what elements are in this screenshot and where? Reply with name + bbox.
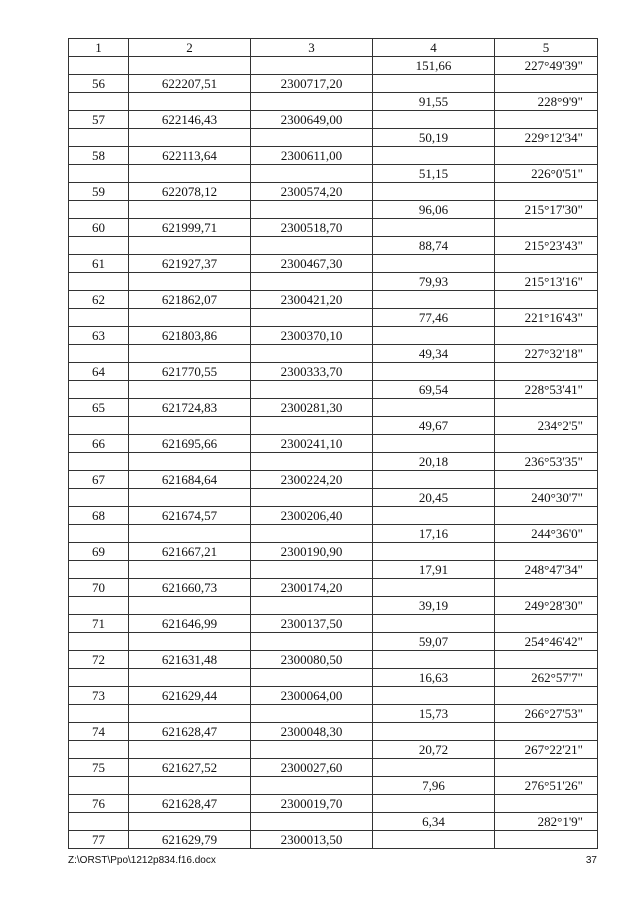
empty-cell (69, 273, 129, 291)
page-number: 37 (585, 855, 597, 866)
empty-cell (129, 93, 251, 111)
point-row (69, 327, 598, 345)
point-row (69, 75, 598, 93)
empty-cell (495, 219, 598, 237)
empty-cell (69, 813, 129, 831)
empty-cell (495, 363, 598, 381)
coordinate-x: 622078,12 (129, 183, 251, 201)
segment-length: 79,93 (373, 273, 495, 291)
segment-length: 59,07 (373, 633, 495, 651)
empty-cell (251, 93, 373, 111)
segment-row (69, 57, 598, 75)
coordinate-x: 621927,37 (129, 255, 251, 273)
empty-cell (129, 813, 251, 831)
segment-angle: 276°51'26" (495, 777, 598, 795)
coordinate-y: 2300467,30 (251, 255, 373, 273)
coordinate-y: 2300080,50 (251, 651, 373, 669)
empty-cell (129, 777, 251, 795)
empty-cell (495, 651, 598, 669)
empty-cell (129, 345, 251, 363)
segment-row (69, 525, 598, 543)
empty-cell (251, 57, 373, 75)
empty-cell (495, 831, 598, 849)
empty-cell (495, 399, 598, 417)
segment-length: 88,74 (373, 237, 495, 255)
empty-cell (495, 75, 598, 93)
point-number: 77 (69, 831, 129, 849)
segment-length: 49,34 (373, 345, 495, 363)
coordinate-x: 622113,64 (129, 147, 251, 165)
segment-length: 16,63 (373, 669, 495, 687)
empty-cell (373, 219, 495, 237)
empty-cell (251, 777, 373, 795)
point-row (69, 759, 598, 777)
point-row (69, 579, 598, 597)
segment-row (69, 201, 598, 219)
segment-angle: 229°12'34" (495, 129, 598, 147)
coordinate-y: 2300518,70 (251, 219, 373, 237)
point-row (69, 111, 598, 129)
point-row (69, 255, 598, 273)
coordinate-x: 621627,52 (129, 759, 251, 777)
empty-cell (495, 795, 598, 813)
empty-cell (129, 669, 251, 687)
segment-angle: 236°53'35" (495, 453, 598, 471)
empty-cell (373, 327, 495, 345)
empty-cell (251, 597, 373, 615)
empty-cell (251, 489, 373, 507)
empty-cell (373, 651, 495, 669)
empty-cell (69, 93, 129, 111)
empty-cell (495, 147, 598, 165)
coordinate-x: 621631,48 (129, 651, 251, 669)
point-row (69, 543, 598, 561)
segment-angle: 228°53'41" (495, 381, 598, 399)
empty-cell (69, 309, 129, 327)
empty-cell (129, 525, 251, 543)
empty-cell (129, 165, 251, 183)
empty-cell (251, 237, 373, 255)
coordinate-y: 2300649,00 (251, 111, 373, 129)
coordinate-y: 2300019,70 (251, 795, 373, 813)
empty-cell (129, 129, 251, 147)
empty-cell (495, 543, 598, 561)
empty-cell (69, 57, 129, 75)
empty-cell (373, 759, 495, 777)
empty-cell (495, 291, 598, 309)
empty-cell (251, 561, 373, 579)
segment-length: 91,55 (373, 93, 495, 111)
column-header-2: 2 (129, 39, 251, 57)
empty-cell (129, 381, 251, 399)
point-row (69, 651, 598, 669)
empty-cell (69, 453, 129, 471)
segment-angle: 254°46'42" (495, 633, 598, 651)
segment-length: 20,45 (373, 489, 495, 507)
segment-angle: 215°13'16" (495, 273, 598, 291)
coordinate-y: 2300241,10 (251, 435, 373, 453)
coordinate-y: 2300333,70 (251, 363, 373, 381)
empty-cell (495, 723, 598, 741)
coordinate-x: 621862,07 (129, 291, 251, 309)
empty-cell (129, 453, 251, 471)
point-number: 73 (69, 687, 129, 705)
point-number: 64 (69, 363, 129, 381)
point-number: 60 (69, 219, 129, 237)
coordinate-y: 2300137,50 (251, 615, 373, 633)
empty-cell (373, 75, 495, 93)
empty-cell (373, 111, 495, 129)
segment-length: 51,15 (373, 165, 495, 183)
point-number: 63 (69, 327, 129, 345)
coordinate-x: 621695,66 (129, 435, 251, 453)
empty-cell (251, 345, 373, 363)
empty-cell (69, 633, 129, 651)
coordinate-x: 621684,64 (129, 471, 251, 489)
empty-cell (251, 273, 373, 291)
empty-cell (251, 525, 373, 543)
segment-angle: 228°9'9" (495, 93, 598, 111)
coordinate-x: 621646,99 (129, 615, 251, 633)
empty-cell (251, 705, 373, 723)
header-row (69, 39, 598, 57)
empty-cell (251, 453, 373, 471)
empty-cell (373, 543, 495, 561)
segment-angle: 240°30'7" (495, 489, 598, 507)
empty-cell (373, 471, 495, 489)
empty-cell (69, 669, 129, 687)
coordinate-x: 621629,44 (129, 687, 251, 705)
empty-cell (373, 363, 495, 381)
point-row (69, 435, 598, 453)
empty-cell (69, 489, 129, 507)
point-number: 66 (69, 435, 129, 453)
point-number: 57 (69, 111, 129, 129)
point-number: 62 (69, 291, 129, 309)
point-number: 75 (69, 759, 129, 777)
segment-angle: 227°49'39" (495, 57, 598, 75)
empty-cell (251, 381, 373, 399)
empty-cell (495, 507, 598, 525)
empty-cell (251, 741, 373, 759)
segment-angle: 215°23'43" (495, 237, 598, 255)
point-row (69, 399, 598, 417)
segment-length: 77,46 (373, 309, 495, 327)
segment-length: 20,18 (373, 453, 495, 471)
empty-cell (373, 615, 495, 633)
coordinate-y: 2300048,30 (251, 723, 373, 741)
empty-cell (69, 417, 129, 435)
point-number: 67 (69, 471, 129, 489)
empty-cell (69, 165, 129, 183)
coordinate-x: 621803,86 (129, 327, 251, 345)
segment-row (69, 417, 598, 435)
empty-cell (69, 237, 129, 255)
segment-length: 15,73 (373, 705, 495, 723)
point-number: 58 (69, 147, 129, 165)
point-number: 56 (69, 75, 129, 93)
empty-cell (495, 183, 598, 201)
point-number: 74 (69, 723, 129, 741)
coordinate-x: 621660,73 (129, 579, 251, 597)
coordinate-x: 621770,55 (129, 363, 251, 381)
segment-row (69, 237, 598, 255)
empty-cell (69, 597, 129, 615)
column-header-1: 1 (69, 39, 129, 57)
segment-row (69, 309, 598, 327)
segment-row (69, 741, 598, 759)
empty-cell (373, 255, 495, 273)
point-number: 61 (69, 255, 129, 273)
segment-length: 6,34 (373, 813, 495, 831)
segment-row (69, 813, 598, 831)
coordinate-x: 621724,83 (129, 399, 251, 417)
coordinate-y: 2300206,40 (251, 507, 373, 525)
coordinate-y: 2300717,20 (251, 75, 373, 93)
segment-row (69, 705, 598, 723)
segment-row (69, 777, 598, 795)
empty-cell (251, 633, 373, 651)
segment-angle: 215°17'30" (495, 201, 598, 219)
segment-row (69, 633, 598, 651)
point-number: 59 (69, 183, 129, 201)
segment-row (69, 561, 598, 579)
segment-row (69, 669, 598, 687)
empty-cell (495, 687, 598, 705)
point-row (69, 723, 598, 741)
segment-angle: 267°22'21" (495, 741, 598, 759)
coordinate-y: 2300190,90 (251, 543, 373, 561)
segment-row (69, 453, 598, 471)
point-number: 69 (69, 543, 129, 561)
empty-cell (495, 759, 598, 777)
empty-cell (129, 561, 251, 579)
segment-length: 69,54 (373, 381, 495, 399)
coordinate-y: 2300224,20 (251, 471, 373, 489)
coordinate-y: 2300281,30 (251, 399, 373, 417)
empty-cell (373, 723, 495, 741)
empty-cell (69, 201, 129, 219)
empty-cell (373, 399, 495, 417)
point-row (69, 795, 598, 813)
segment-length: 7,96 (373, 777, 495, 795)
point-number: 70 (69, 579, 129, 597)
coordinate-y: 2300064,00 (251, 687, 373, 705)
segment-length: 49,67 (373, 417, 495, 435)
segment-length: 96,06 (373, 201, 495, 219)
segment-length: 39,19 (373, 597, 495, 615)
coordinate-x: 621629,79 (129, 831, 251, 849)
coordinate-x: 621628,47 (129, 795, 251, 813)
segment-angle: 227°32'18" (495, 345, 598, 363)
empty-cell (69, 129, 129, 147)
segment-angle: 244°36'0" (495, 525, 598, 543)
empty-cell (373, 507, 495, 525)
coordinate-x: 621674,57 (129, 507, 251, 525)
coordinate-y: 2300611,00 (251, 147, 373, 165)
segment-row (69, 381, 598, 399)
empty-cell (251, 813, 373, 831)
segment-angle: 249°28'30" (495, 597, 598, 615)
point-number: 72 (69, 651, 129, 669)
empty-cell (69, 777, 129, 795)
footer-file-path: Z:\ORST\Ppo\1212p834.f16.docx (68, 855, 216, 866)
empty-cell (129, 597, 251, 615)
segment-length: 50,19 (373, 129, 495, 147)
column-header-5: 5 (495, 39, 598, 57)
empty-cell (373, 687, 495, 705)
empty-cell (69, 525, 129, 543)
segment-angle: 266°27'53" (495, 705, 598, 723)
segment-length: 151,66 (373, 57, 495, 75)
point-number: 65 (69, 399, 129, 417)
point-number: 76 (69, 795, 129, 813)
point-row (69, 291, 598, 309)
empty-cell (373, 579, 495, 597)
empty-cell (495, 615, 598, 633)
empty-cell (129, 489, 251, 507)
empty-cell (129, 417, 251, 435)
column-header-3: 3 (251, 39, 373, 57)
empty-cell (495, 111, 598, 129)
empty-cell (495, 435, 598, 453)
coordinates-table (68, 38, 598, 849)
empty-cell (495, 255, 598, 273)
coordinate-x: 621667,21 (129, 543, 251, 561)
empty-cell (129, 273, 251, 291)
segment-angle: 226°0'51" (495, 165, 598, 183)
coordinate-y: 2300421,20 (251, 291, 373, 309)
coordinate-x: 621999,71 (129, 219, 251, 237)
point-row (69, 183, 598, 201)
empty-cell (373, 183, 495, 201)
column-header-4: 4 (373, 39, 495, 57)
empty-cell (69, 741, 129, 759)
empty-cell (69, 561, 129, 579)
empty-cell (373, 435, 495, 453)
empty-cell (69, 345, 129, 363)
segment-angle: 262°57'7" (495, 669, 598, 687)
empty-cell (495, 579, 598, 597)
coordinate-x: 622146,43 (129, 111, 251, 129)
empty-cell (251, 129, 373, 147)
empty-cell (251, 669, 373, 687)
coordinate-y: 2300370,10 (251, 327, 373, 345)
point-row (69, 687, 598, 705)
point-number: 68 (69, 507, 129, 525)
empty-cell (373, 147, 495, 165)
empty-cell (495, 327, 598, 345)
coordinate-y: 2300574,20 (251, 183, 373, 201)
empty-cell (129, 57, 251, 75)
point-row (69, 507, 598, 525)
coordinate-y: 2300013,50 (251, 831, 373, 849)
empty-cell (69, 705, 129, 723)
segment-length: 20,72 (373, 741, 495, 759)
point-row (69, 147, 598, 165)
point-row (69, 363, 598, 381)
empty-cell (251, 201, 373, 219)
empty-cell (69, 381, 129, 399)
segment-row (69, 93, 598, 111)
point-row (69, 615, 598, 633)
empty-cell (495, 471, 598, 489)
point-number: 71 (69, 615, 129, 633)
coordinate-y: 2300174,20 (251, 579, 373, 597)
empty-cell (251, 309, 373, 327)
segment-row (69, 129, 598, 147)
point-row (69, 219, 598, 237)
empty-cell (251, 417, 373, 435)
empty-cell (373, 291, 495, 309)
segment-length: 17,16 (373, 525, 495, 543)
segment-row (69, 273, 598, 291)
empty-cell (129, 309, 251, 327)
segment-angle: 282°1'9" (495, 813, 598, 831)
empty-cell (129, 237, 251, 255)
segment-row (69, 345, 598, 363)
point-row (69, 471, 598, 489)
segment-angle: 221°16'43" (495, 309, 598, 327)
coordinate-y: 2300027,60 (251, 759, 373, 777)
empty-cell (129, 201, 251, 219)
coordinate-x: 622207,51 (129, 75, 251, 93)
empty-cell (373, 795, 495, 813)
table-body (69, 57, 598, 849)
empty-cell (373, 831, 495, 849)
empty-cell (129, 633, 251, 651)
segment-angle: 248°47'34" (495, 561, 598, 579)
segment-row (69, 597, 598, 615)
empty-cell (129, 705, 251, 723)
point-row (69, 831, 598, 849)
segment-angle: 234°2'5" (495, 417, 598, 435)
segment-row (69, 489, 598, 507)
segment-length: 17,91 (373, 561, 495, 579)
empty-cell (251, 165, 373, 183)
coordinate-x: 621628,47 (129, 723, 251, 741)
segment-row (69, 165, 598, 183)
empty-cell (129, 741, 251, 759)
